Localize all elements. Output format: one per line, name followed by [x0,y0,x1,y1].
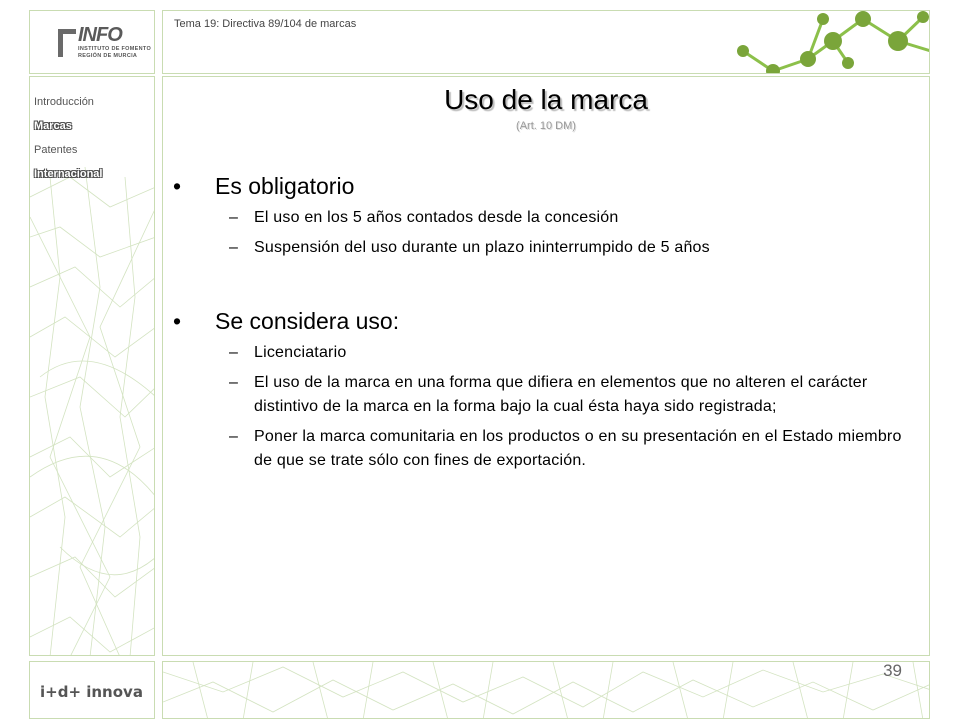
sidebar [29,76,155,656]
footer-wireframe-decoration [163,662,930,719]
bullet-item [173,308,913,335]
slide-content-panel [162,76,930,656]
dash-icon: – [229,374,239,391]
bullet-icon: • [173,173,182,199]
bullet-text: Es obligatorio [215,173,355,199]
page-number: 39 [883,661,902,680]
sub-bullet-text: El uso en los 5 años contados desde la concesión [254,209,619,226]
dash-icon: – [229,209,239,226]
molecule-network-icon [723,11,930,74]
dash-icon: – [229,344,239,361]
sub-bullet-item [173,341,913,365]
footer-panel [162,661,930,719]
header-panel [162,10,930,74]
info-logo-subtitle [78,46,151,60]
info-logo-mark-icon [58,29,76,57]
sub-bullet-text: Poner la marca comunitaria en los productos o en su presentación en el Estado miembro de que se trate sólo con fines de exportación. [254,428,902,469]
sub-bullet-text: Suspensión del uso durante un plazo ininterrumpido de 5 años [254,239,710,256]
info-logo-subtitle-line1: INSTITUTO DE FOMENTO [78,46,152,52]
dash-icon: – [229,239,239,256]
topic-title: Tema 19: Directiva 89/104 de marcas [174,18,357,30]
nav-item-introduccion[interactable]: Introducción [34,96,94,108]
sub-bullet-text: Licenciatario [254,344,347,361]
nav-item-marcas[interactable]: Marcas [34,120,72,132]
slide-title: Uso de la marca [444,84,648,115]
info-logo-subtitle-line2: REGIÓN DE MURCIA [78,53,138,59]
dash-icon: – [229,428,239,445]
sub-bullet-item [173,236,913,260]
bullet-list [173,173,913,473]
nav-item-patentes[interactable]: Patentes [34,144,78,156]
bullet-icon: • [173,308,182,334]
nav-item-internacional[interactable]: Internacional [34,168,103,180]
slide-subtitle: (Art. 10 DM) [516,120,576,132]
info-logo-wordmark: INFO [78,24,122,46]
bullet-text: Se considera uso: [215,308,400,334]
id-innova-logo-text: i+d+ innova [40,683,143,701]
sub-bullet-text: El uso de la marca en una forma que difiera en elementos que no alteren el carácter distintivo de la marca en la forma bajo la cual ésta haya sido registrada; [254,374,868,415]
logo-panel [29,10,155,74]
sub-bullet-item [173,371,913,419]
section-nav [34,96,102,192]
bullet-item [173,173,913,200]
id-innova-logo [40,680,150,704]
sub-bullet-item [173,206,913,230]
sub-bullet-item [173,425,913,473]
brand-panel [29,661,155,719]
info-logo [46,23,152,65]
